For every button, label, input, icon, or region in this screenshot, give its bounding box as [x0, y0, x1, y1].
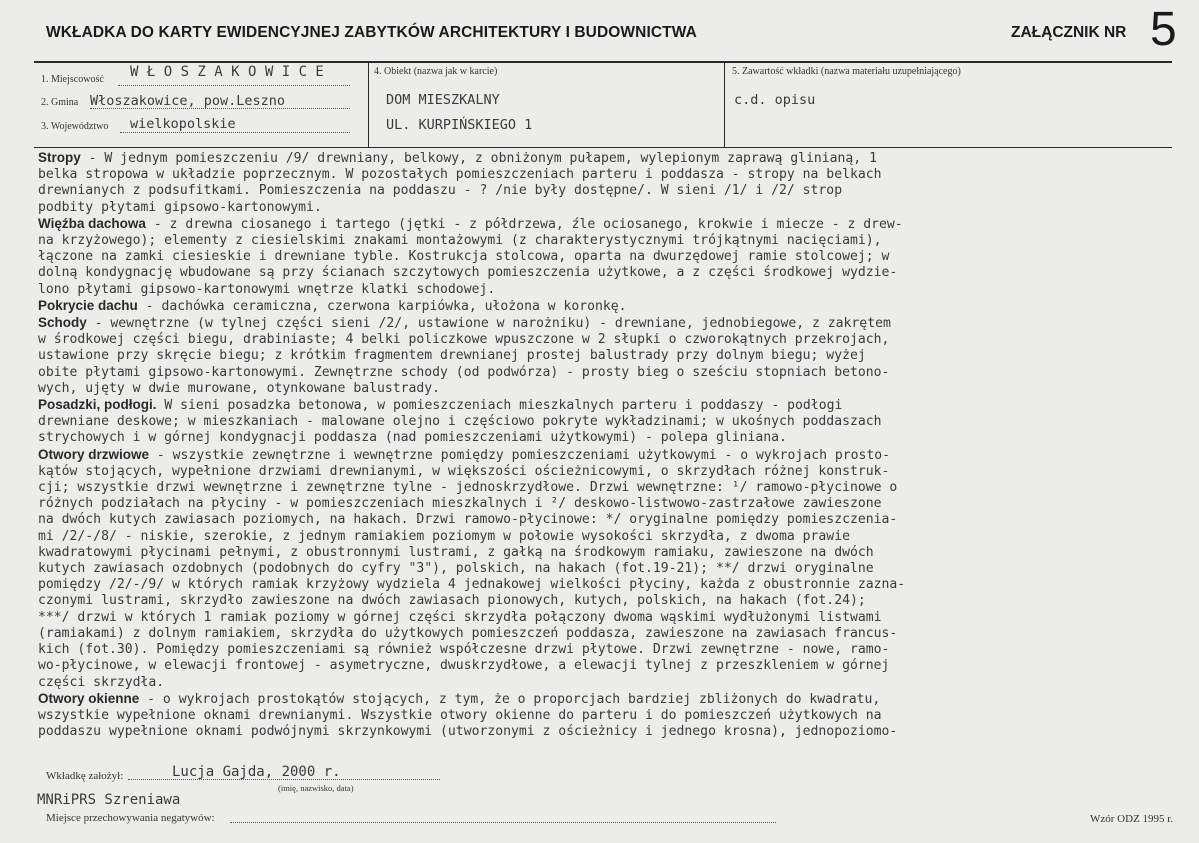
description-body	[38, 150, 1172, 740]
negatives-dots	[230, 822, 776, 823]
body-text-run: - wewnętrzne (w tylnej części sieni /2/, ustawione w narożniku) - drewniane, jednobiegowe, z zakrętem	[86, 316, 891, 332]
section-heading: Pokrycie dachu	[38, 297, 138, 313]
wojewodztwo-label: 3. Województwo	[41, 121, 109, 132]
section-line	[38, 216, 1172, 233]
body-line	[38, 381, 1172, 397]
section-heading: Więźba dachowa	[38, 215, 146, 231]
body-text-run: lono płytami gipsowo-kartonowymi wnętrze klatki schodowej.	[38, 281, 496, 297]
body-line	[38, 200, 1172, 216]
body-line	[38, 414, 1172, 430]
body-line	[38, 642, 1172, 658]
body-text-run: wo-płycinowe, w elewacji frontowej - asymetryczne, dwuskrzydłowe, a elewacji tylnej z przeszkleniem w górnej	[38, 658, 890, 674]
obiekt-label: 4. Obiekt (nazwa jak w karcie)	[374, 66, 498, 77]
negatives-label: Miejsce przechowywania negatywów:	[46, 812, 215, 824]
section-line	[38, 397, 1172, 414]
body-text-run: pomiędzy /2/-/9/ w których ramiak krzyżowy wydziela 4 jednakowej wielkości płyciny, każda z obustronnie zazna-	[38, 577, 906, 593]
body-text-run: kątów stojących, wypełnione drzwiami drewnianymi, w większości ościeżnicowymi, o skrzydłach różnej konstruk-	[38, 463, 890, 479]
body-text-run: (ramiakami) z dolnym ramiakiem, skrzydła do użytkowych pomieszczeń poddasza, zawieszone na zawiasach francus-	[38, 625, 898, 641]
section-line	[38, 447, 1172, 464]
body-text-run: wszystkie wypełnione oknami drewnianymi. Wszystkie otwory okienne do parteru i do pomieszczeń użytkowych na	[38, 707, 882, 723]
body-text-run: łączone na zamki ciesieskie i drewniane tyble. Kostrukcja stolcowa, oparta na dwurzędowej ramie stolcowej; w	[38, 249, 890, 265]
body-text-run: - dachówka ceramiczna, czerwona karpiówka, ułożona w koronkę.	[137, 298, 627, 314]
body-text-run: poddaszu wypełnione oknami podwójnymi skrzynkowymi (utworzonymi z ościeżnicy i jednego krosna), jednopoziomo-	[38, 724, 898, 740]
body-text-run: drewnianych z podsufitkami. Pomieszczenia na poddaszu - ? /nie były dostępne/. W sieni /1/ i /2/ strop	[38, 183, 843, 199]
section-heading: Schody	[38, 315, 87, 331]
body-line	[38, 249, 1172, 265]
body-line	[38, 365, 1172, 381]
body-line	[38, 348, 1172, 364]
obiekt-line1: DOM MIESZKALNY	[386, 92, 500, 108]
zawartosc-value: c.d. opisu	[734, 92, 816, 108]
body-line	[38, 430, 1172, 446]
top-rule	[34, 61, 1172, 63]
body-text-run: w środkowej części biegu, drabiniaste; 4 belki policzkowe wpuszczone w 2 słupki o czworokątnych przekrojach,	[38, 332, 890, 348]
body-line	[38, 675, 1172, 691]
column-divider-2	[724, 62, 725, 148]
body-text-run: ***/ drzwi w których 1 ramiak poziomy w górnej części skrzydła połączony dwoma wąskimi wydłużonymi listwami	[38, 609, 882, 625]
body-line	[38, 480, 1172, 496]
body-line	[38, 183, 1172, 199]
body-text-run: kutych zawiasach ozdobnych (podobnych do cyfry "3"), polskich, na hakach (fot.19-21); **/ drzwi oryginalne	[38, 561, 874, 577]
body-text-run: kwadratowymi płycinami pełnymi, z obustronnymi lustrami, z gałką na środkowym ramiaku, zawieszone na dwóch	[38, 544, 874, 560]
body-text-run: - z drewna ciosanego i tartego (jętki - z półdrzewa, źle ociosanego, krokwie i miecze - z drew-	[145, 216, 903, 232]
body-text-run: części skrzydła.	[38, 674, 165, 690]
body-line	[38, 593, 1172, 609]
wojewodztwo-value: wielkopolskie	[130, 116, 236, 132]
section-heading: Otwory drzwiowe	[38, 446, 150, 462]
body-line	[38, 464, 1172, 480]
section-heading: Posadzki, podłogi.	[38, 397, 157, 413]
body-line	[38, 265, 1172, 281]
annex-label: ZAŁĄCZNIK NR	[1011, 24, 1127, 41]
institution: MNRiPRS Szreniawa	[37, 792, 181, 808]
column-divider-1	[368, 62, 369, 148]
zawartosc-label: 5. Zawartość wkładki (nazwa materiału uzupełniającego)	[732, 66, 961, 77]
body-line	[38, 332, 1172, 348]
body-line	[38, 233, 1172, 249]
obiekt-line2: UL. KURPIŃSKIEGO 1	[386, 117, 533, 133]
body-text-run: obite płytami gipsowo-kartonowymi. Zewnętrzne schody (od podwórza) - prosty bieg o sześciu stopniach betono-	[38, 364, 890, 380]
body-text-run: mi /2/-/8/ - niskie, szerokie, z jednym ramiakiem poziomym w połowie wysokości skrzydła, z dwoma prawie	[38, 528, 850, 544]
body-line	[38, 610, 1172, 626]
body-text-run: kich (fot.30). Pomiędzy pomieszczeniami są również współczesne drzwi płytowe. Drzwi zewnętrzne - nowe, ramo-	[38, 642, 890, 658]
body-line	[38, 496, 1172, 512]
section-line	[38, 315, 1172, 332]
section-line	[38, 298, 1172, 315]
body-text-run: podbity płytami gipsowo-kartonowymi.	[38, 199, 322, 215]
body-text-run: - o wykrojach prostokątów stojących, z tym, że o proporcjach bardziej zbliżonych do kwadratu,	[139, 691, 881, 707]
gmina-label: 2. Gmina	[41, 97, 79, 108]
body-line	[38, 577, 1172, 593]
body-line	[38, 282, 1172, 298]
body-line	[38, 724, 1172, 740]
body-text-run: - W jednym pomieszczeniu /9/ drewniany, belkowy, z obniżonym pułapem, wylepionym zaprawą glinianą, 1	[80, 151, 877, 166]
body-line	[38, 529, 1172, 545]
body-line	[38, 658, 1172, 674]
body-text-run: ustawione przy skręcie biegu; z krótkim fragmentem drewnianej prostej balustrady przy dolnym biegu; wyżej	[38, 348, 866, 364]
form-model: Wzór ODZ 1995 r.	[1090, 813, 1174, 825]
miejscowosc-dots	[118, 85, 350, 86]
author-value: Lucja Gajda, 2000 r.	[172, 764, 341, 780]
body-text-run: na dwóch kutych zawiasach poziomych, na hakach. Drzwi ramowo-płycinowe: */ oryginalne pomiędzy pomieszczenia-	[38, 512, 898, 528]
header-bottom-rule	[34, 147, 1172, 148]
author-label: Wkładkę założył:	[46, 770, 124, 782]
body-line	[38, 708, 1172, 724]
body-text-run: W sieni posadzka betonowa, w pomieszczeniach mieszkalnych parteru i poddaszy - podłogi	[156, 398, 843, 414]
body-text-run: na krzyżowego); elementy z ciesielskimi znakami montażowymi (z charakterystycznymi trójkątnymi nacięciami),	[38, 233, 882, 249]
body-text-run: dolną kondygnację wbudowane są przy ścianach szczytowych pomieszczenia użytkowe, a z części środkowej wydzie-	[38, 265, 898, 281]
form-title: WKŁADKA DO KARTY EWIDENCYJNEJ ZABYTKÓW ARCHITEKTURY I BUDOWNICTWA	[46, 24, 697, 41]
annex-number: 5	[1150, 3, 1177, 56]
section-heading: Stropy	[38, 150, 81, 165]
section-heading: Otwory okienne	[38, 690, 140, 706]
body-text-run: cji; wszystkie drzwi wewnętrzne i zewnętrzne tylne - jednoskrzydłowe. Drzwi wewnętrzne: ¹/ ramowo-płycinowe o	[38, 480, 898, 496]
body-line	[38, 512, 1172, 528]
miejscowosc-value: W Ł O S Z A K O W I C E	[130, 64, 324, 80]
body-text-run: - wszystkie zewnętrzne i wewnętrzne pomiędzy pomieszczeniami użytkowymi - o wykrojach prosto-	[149, 447, 891, 463]
body-text-run: drewniane deskowe; w mieszkaniach - malowane olejno i częściowo pokryte wykładzinami; w ukośnych poddaszach	[38, 414, 882, 430]
body-text-run: belka stropowa w układzie poprzecznym. W pozostałych pomieszczeniach parteru i poddasza - stropy na belkach	[38, 167, 882, 183]
author-caption: (imię, nazwisko, data)	[278, 783, 354, 793]
body-line	[38, 545, 1172, 561]
body-text-run: strychowych i w górnej kondygnacji poddasza (nad pomieszczeniami użytkowymi) - polepa gliniana.	[38, 430, 787, 446]
body-line	[38, 561, 1172, 577]
body-text-run: czonymi lustrami, skrzydło zawieszone na dwóch zawiasach pionowych, kutych, polskich, na hakach (fot.24);	[38, 593, 866, 609]
gmina-value: Włoszakowice, pow.Leszno	[90, 93, 286, 109]
miejscowosc-label: 1. Miejscowość	[41, 74, 104, 85]
body-line	[38, 626, 1172, 642]
section-line	[38, 150, 1172, 167]
body-text-run: wych, ujęty w dwie murowane, otynkowane balustrady.	[38, 380, 441, 396]
body-text-run: różnych podziałach na płyciny - w pomieszczeniach mieszkalnych i ²/ deskowo-listwowo-zastrzałowe zawieszone	[38, 496, 882, 512]
body-line	[38, 167, 1172, 183]
wojewodztwo-dots	[120, 132, 350, 133]
section-line	[38, 691, 1172, 708]
